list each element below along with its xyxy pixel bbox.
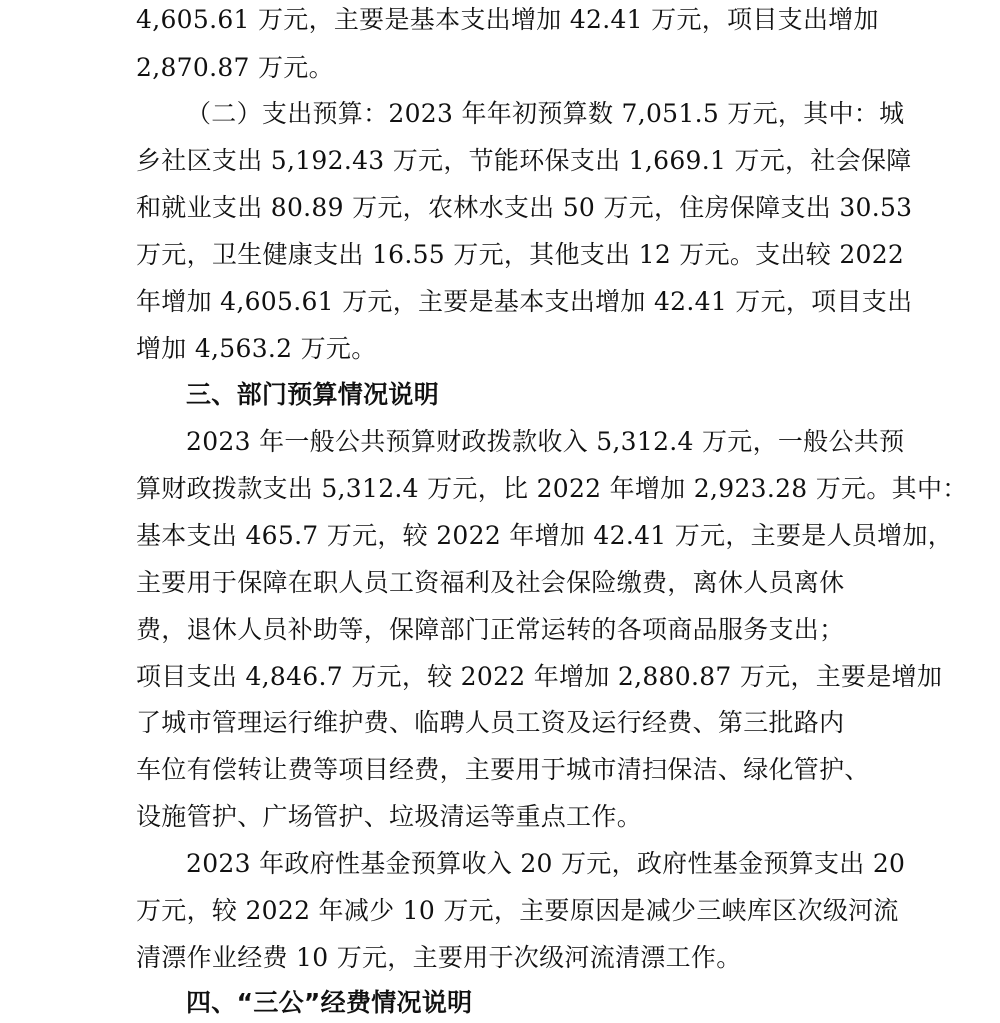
text-line: 2,870.87 万元。 bbox=[136, 53, 334, 82]
text-line: 和就业支出 80.89 万元，农林水支出 50 万元，住房保障支出 30.53 bbox=[136, 193, 913, 222]
text-line: 4,605.61 万元，主要是基本支出增加 42.41 万元，项目支出增加 bbox=[136, 5, 879, 34]
text-line: 费，退休人员补助等，保障部门正常运转的各项商品服务支出； bbox=[136, 615, 845, 644]
text-line: 清漂作业经费 10 万元，主要用于次级河流清漂工作。 bbox=[136, 943, 742, 972]
text-line: 增加 4,563.2 万元。 bbox=[136, 334, 377, 363]
text-line: 万元，卫生健康支出 16.55 万元，其他支出 12 万元。支出较 2022 bbox=[136, 240, 905, 269]
text-line: 车位有偿转让费等项目经费，主要用于城市清扫保洁、绿化管护、 bbox=[136, 755, 870, 784]
text-line: 算财政拨款支出 5,312.4 万元，比 2022 年增加 2,923.28 万元。其中： bbox=[136, 474, 968, 503]
text-line: 年增加 4,605.61 万元，主要是基本支出增加 42.41 万元，项目支出 bbox=[136, 287, 913, 316]
text-line: 2023 年一般公共预算财政拨款收入 5,312.4 万元，一般公共预 bbox=[186, 427, 905, 456]
text-line: 设施管护、广场管护、垃圾清运等重点工作。 bbox=[136, 802, 643, 831]
text-line: 了城市管理运行维护费、临聘人员工资及运行经费、第三批路内 bbox=[136, 708, 845, 737]
text-line: 乡社区支出 5,192.43 万元，节能环保支出 1,669.1 万元，社会保障 bbox=[136, 146, 912, 175]
text-line: 项目支出 4,846.7 万元，较 2022 年增加 2,880.87 万元，主要是增加 bbox=[136, 662, 943, 691]
text-line: （二）支出预算：2023 年年初预算数 7,051.5 万元，其中：城 bbox=[186, 99, 905, 128]
text-line: 基本支出 465.7 万元，较 2022 年增加 42.41 万元，主要是人员增加， bbox=[136, 521, 954, 550]
text-line: 万元，较 2022 年减少 10 万元，主要原因是减少三峡库区次级河流 bbox=[136, 896, 899, 925]
text-line: 主要用于保障在职人员工资福利及社会保险缴费，离休人员离休 bbox=[136, 568, 845, 597]
section-heading: 三、部门预算情况说明 bbox=[186, 380, 440, 409]
text-line: 2023 年政府性基金预算收入 20 万元，政府性基金预算支出 20 bbox=[186, 849, 906, 878]
section-heading: 四、“三公”经费情况说明 bbox=[186, 988, 473, 1017]
